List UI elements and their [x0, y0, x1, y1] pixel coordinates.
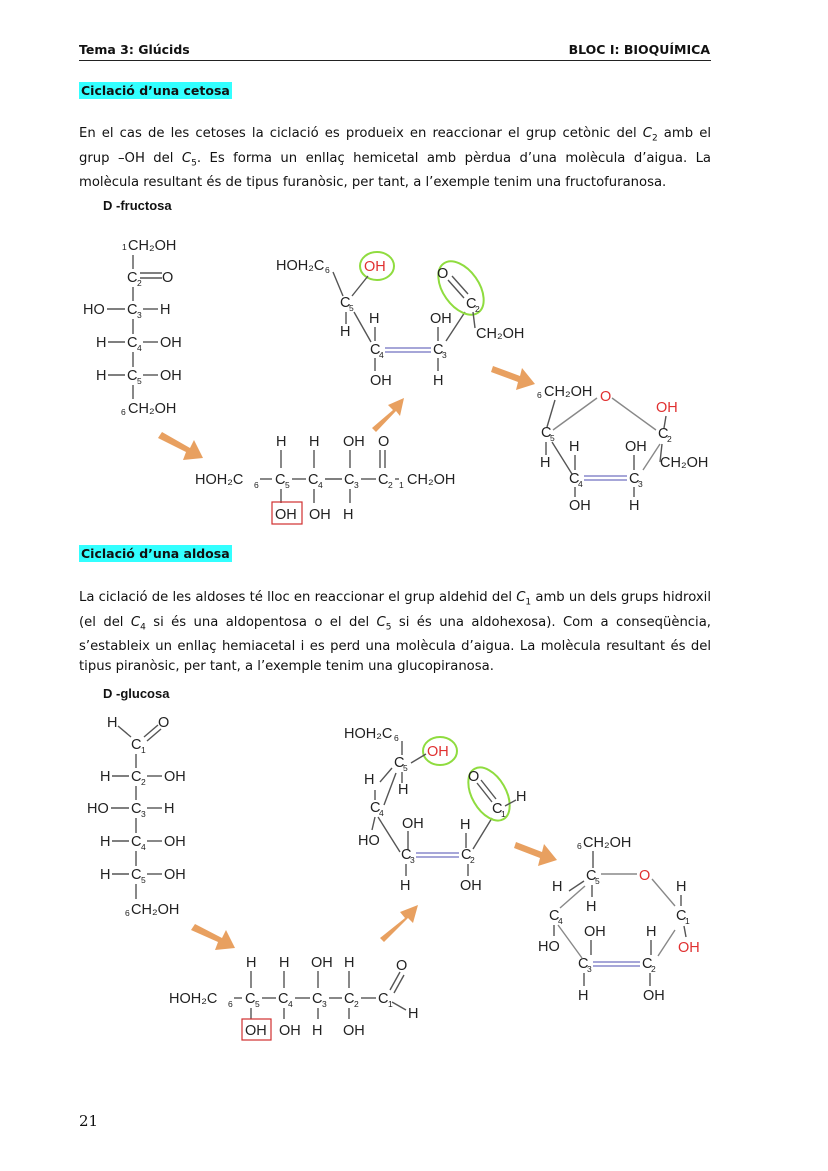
svg-text:C: C: [312, 991, 323, 1007]
svg-text:OH: OH: [309, 507, 331, 523]
svg-text:CH₂OH: CH₂OH: [128, 401, 177, 417]
atom-label: CH₂OH: [128, 238, 177, 254]
svg-text:C: C: [642, 956, 653, 972]
svg-text:C: C: [131, 801, 142, 817]
text: si és una aldopentosa o el del: [145, 614, 377, 630]
svg-text:5: 5: [137, 376, 142, 386]
svg-text:3: 3: [410, 855, 415, 865]
svg-text:O: O: [378, 434, 390, 450]
svg-text:OH: OH: [625, 439, 647, 455]
svg-text:2: 2: [667, 434, 672, 444]
svg-text:H: H: [369, 311, 380, 327]
svg-text:H: H: [398, 782, 409, 798]
svg-text:C: C: [127, 270, 138, 286]
svg-text:OH: OH: [427, 744, 449, 760]
svg-text:H: H: [569, 439, 580, 455]
svg-text:6: 6: [254, 480, 259, 490]
svg-text:6: 6: [325, 265, 330, 275]
svg-text:6: 6: [394, 733, 399, 743]
svg-text:OH: OH: [643, 988, 665, 1004]
subscript: 5: [191, 158, 197, 169]
svg-text:6: 6: [228, 999, 233, 1009]
svg-text:C: C: [401, 847, 412, 863]
header-block: BLOC I: BIOQUÍMICA: [568, 42, 710, 57]
subscript: 5: [385, 622, 392, 633]
svg-text:H: H: [433, 373, 444, 389]
svg-text:H: H: [340, 324, 351, 340]
svg-text:HOH₂C: HOH₂C: [195, 472, 244, 488]
svg-text:C: C: [131, 867, 142, 883]
svg-text:2: 2: [651, 964, 656, 974]
svg-text:H: H: [540, 455, 551, 471]
svg-text:H: H: [400, 878, 411, 894]
svg-text:H: H: [246, 955, 257, 971]
svg-text:H: H: [344, 955, 355, 971]
text: amb un dels grups hidroxil (el del: [79, 590, 711, 630]
svg-text:O: O: [396, 958, 408, 974]
svg-text:HO: HO: [358, 833, 380, 849]
subscript: 1: [525, 597, 532, 608]
svg-text:H: H: [516, 789, 527, 805]
svg-text:3: 3: [442, 350, 447, 360]
svg-text:1: 1: [685, 916, 690, 926]
arrow-icon: [514, 842, 557, 866]
svg-text:C: C: [541, 425, 552, 441]
svg-text:H: H: [164, 801, 175, 817]
svg-text:2: 2: [354, 999, 359, 1009]
svg-text:OH: OH: [569, 498, 591, 514]
svg-text:O: O: [437, 266, 449, 282]
svg-text:CH₂OH: CH₂OH: [544, 384, 593, 400]
svg-text:OH: OH: [164, 834, 186, 850]
svg-text:C: C: [131, 769, 142, 785]
svg-text:5: 5: [285, 480, 290, 490]
svg-text:C: C: [433, 342, 444, 358]
svg-text:OH: OH: [584, 924, 606, 940]
svg-text:3: 3: [322, 999, 327, 1009]
svg-text:HO: HO: [538, 939, 560, 955]
text: La ciclació de les aldoses té lloc en reaccionar el grup aldehid del: [79, 590, 517, 605]
svg-text:H: H: [343, 507, 354, 523]
figure-label-glucose: D -glucosa: [103, 686, 170, 701]
svg-text:CH₂OH: CH₂OH: [476, 326, 525, 342]
svg-text:OH: OH: [343, 1023, 365, 1039]
subscript: 4: [140, 622, 146, 633]
svg-text:4: 4: [379, 808, 384, 818]
arrow-icon: [380, 905, 418, 942]
svg-text:OH: OH: [245, 1023, 267, 1039]
svg-text:5: 5: [141, 875, 146, 885]
svg-text:4: 4: [318, 480, 323, 490]
svg-text:O: O: [158, 715, 170, 731]
section-title-aldose: Ciclació d’una aldosa: [81, 546, 230, 561]
svg-text:OH: OH: [160, 368, 182, 384]
svg-text:1: 1: [399, 480, 404, 490]
svg-text:OH: OH: [275, 507, 297, 523]
svg-text:6: 6: [121, 407, 126, 417]
svg-text:4: 4: [379, 350, 384, 360]
svg-text:H: H: [460, 817, 471, 833]
svg-text:3: 3: [354, 480, 359, 490]
svg-text:H: H: [276, 434, 287, 450]
svg-text:C: C: [676, 908, 687, 924]
svg-text:C: C: [394, 755, 405, 771]
svg-text:2: 2: [137, 278, 142, 288]
svg-text:C: C: [245, 991, 256, 1007]
svg-text:6: 6: [537, 390, 542, 400]
text: C: [376, 614, 386, 630]
page-number: 21: [79, 1112, 99, 1130]
section-title-ketose: Ciclació d’una cetosa: [81, 83, 230, 98]
svg-text:3: 3: [587, 964, 592, 974]
svg-text:2: 2: [388, 480, 393, 490]
svg-text:H: H: [96, 368, 107, 384]
svg-text:H: H: [96, 335, 107, 351]
svg-text:C: C: [466, 296, 477, 312]
svg-text:C: C: [578, 956, 589, 972]
glucopyranose-ring: [538, 835, 700, 1004]
svg-text:1: 1: [388, 999, 393, 1009]
svg-text:1: 1: [122, 242, 127, 252]
svg-text:OH: OH: [460, 878, 482, 894]
svg-text:O: O: [162, 270, 174, 286]
svg-text:H: H: [100, 834, 111, 850]
svg-text:OH: OH: [678, 940, 700, 956]
svg-text:C: C: [370, 342, 381, 358]
svg-text:C: C: [340, 295, 351, 311]
svg-text:HOH₂C: HOH₂C: [344, 726, 393, 742]
text: En el cas de les cetoses la ciclació es produeix en reaccionar el grup cetònic del: [79, 126, 643, 141]
svg-text:H: H: [676, 879, 687, 895]
svg-text:C: C: [344, 472, 355, 488]
svg-text:C: C: [131, 834, 142, 850]
svg-text:OH: OH: [402, 816, 424, 832]
svg-text:2: 2: [475, 304, 480, 314]
svg-text:C: C: [378, 472, 389, 488]
svg-text:5: 5: [255, 999, 260, 1009]
svg-text:H: H: [586, 899, 597, 915]
glucose-bent-chain: [344, 726, 526, 894]
svg-text:C: C: [586, 868, 597, 884]
svg-text:HOH₂C: HOH₂C: [276, 258, 325, 274]
svg-text:CH₂OH: CH₂OH: [407, 472, 456, 488]
text: C: [181, 150, 192, 166]
subscript: 2: [651, 133, 658, 144]
svg-text:C: C: [629, 471, 640, 487]
text: C: [130, 614, 141, 630]
svg-text:6: 6: [577, 841, 582, 851]
header-topic: Tema 3: Glúcids: [79, 42, 190, 57]
svg-text:C: C: [344, 991, 355, 1007]
svg-text:1: 1: [141, 745, 146, 755]
svg-text:C: C: [127, 302, 138, 318]
svg-text:O: O: [639, 868, 651, 884]
svg-text:2: 2: [470, 855, 475, 865]
svg-text:OH: OH: [364, 259, 386, 275]
svg-text:H: H: [107, 715, 118, 731]
text: amb el grup –OH del: [79, 126, 711, 166]
svg-text:C: C: [378, 991, 389, 1007]
svg-text:H: H: [408, 1006, 419, 1022]
svg-text:OH: OH: [430, 311, 452, 327]
svg-text:3: 3: [137, 310, 142, 320]
svg-text:OH: OH: [164, 867, 186, 883]
svg-text:C: C: [127, 368, 138, 384]
svg-text:C: C: [569, 471, 580, 487]
svg-text:4: 4: [141, 842, 146, 852]
svg-text:CH₂OH: CH₂OH: [660, 455, 709, 471]
svg-text:C: C: [127, 335, 138, 351]
svg-text:H: H: [552, 879, 563, 895]
svg-text:OH: OH: [311, 955, 333, 971]
svg-text:5: 5: [550, 433, 555, 443]
svg-text:5: 5: [349, 303, 354, 313]
svg-text:3: 3: [141, 809, 146, 819]
svg-text:H: H: [312, 1023, 323, 1039]
svg-text:CH₂OH: CH₂OH: [583, 835, 632, 851]
svg-text:H: H: [279, 955, 290, 971]
glucose-fischer: [87, 715, 186, 918]
text: si és una aldohexosa). Com a conseqüència, s’estableix un enllaç hemiacetal i es perd una molècula d’aigua. La molècula resultant és del tipus piranòsic, per tant, a l’exemple tenim una glucopiranosa.: [79, 614, 711, 675]
svg-text:C: C: [658, 426, 669, 442]
svg-text:3: 3: [638, 479, 643, 489]
glucose-linear-chain: [169, 955, 418, 1040]
text: C: [642, 126, 652, 141]
text: C: [516, 590, 526, 605]
svg-text:4: 4: [578, 479, 583, 489]
svg-text:H: H: [646, 924, 657, 940]
svg-text:OH: OH: [343, 434, 365, 450]
svg-text:OH: OH: [279, 1023, 301, 1039]
svg-text:4: 4: [137, 343, 142, 353]
arrow-icon: [191, 924, 235, 950]
svg-text:H: H: [578, 988, 589, 1004]
svg-text:C: C: [370, 800, 381, 816]
svg-text:C: C: [549, 908, 560, 924]
svg-text:H: H: [309, 434, 320, 450]
svg-text:H: H: [364, 772, 375, 788]
svg-text:OH: OH: [164, 769, 186, 785]
svg-text:2: 2: [141, 777, 146, 787]
text: . Es forma un enllaç hemicetal amb pèrdua d’una molècula d’aigua. La molècula resultant és de tipus furanòsic, per tant, a l’exemple tenim una fructofuranosa.: [79, 150, 712, 191]
svg-text:HO: HO: [87, 801, 109, 817]
svg-text:HOH₂C: HOH₂C: [169, 991, 218, 1007]
svg-text:O: O: [468, 769, 480, 785]
svg-text:6: 6: [125, 908, 130, 918]
svg-text:5: 5: [403, 763, 408, 773]
svg-text:O: O: [600, 389, 612, 405]
svg-text:OH: OH: [160, 335, 182, 351]
svg-text:C: C: [278, 991, 289, 1007]
svg-text:HO: HO: [83, 302, 105, 318]
svg-text:H: H: [100, 867, 111, 883]
svg-text:OH: OH: [370, 373, 392, 389]
svg-text:H: H: [100, 769, 111, 785]
svg-text:CH₂OH: CH₂OH: [131, 902, 180, 918]
svg-text:H: H: [160, 302, 171, 318]
figure-label-fructose: D -fructosa: [103, 198, 172, 213]
svg-text:C: C: [461, 847, 472, 863]
svg-text:4: 4: [288, 999, 293, 1009]
svg-text:OH: OH: [656, 400, 678, 416]
svg-text:1: 1: [501, 809, 506, 819]
svg-text:C: C: [131, 737, 142, 753]
svg-text:H: H: [629, 498, 640, 514]
svg-text:C: C: [492, 801, 503, 817]
svg-text:5: 5: [595, 876, 600, 886]
svg-text:C: C: [308, 472, 319, 488]
svg-text:C: C: [275, 472, 286, 488]
svg-text:4: 4: [558, 916, 563, 926]
